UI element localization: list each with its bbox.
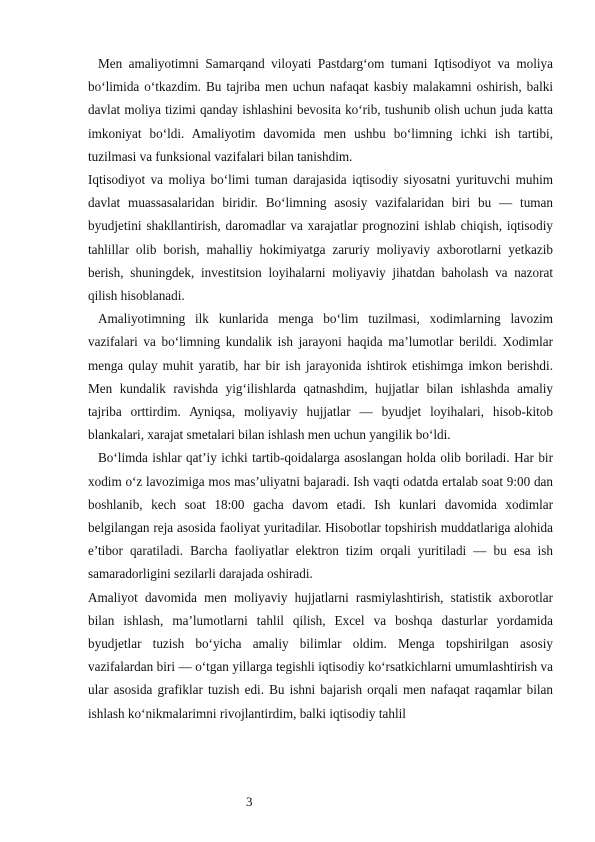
- paragraph-internship-intro: Men amaliyotimni Samarqand viloyati Pastdarg‘om tumani Iqtisodiyot va moliya bo‘limida o‘tkazdim. Bu tajriba men uchun nafaqat kasbiy malakamni oshirish, balki davlat moliya tizimi qanday ishlashini bevosita ko‘rib, tushunib olish uchun juda katta imkoniyat bo‘ldi. Amaliyotim davomida men ushbu bo‘limning ichki ish tartibi, tuzilmasi va funksional vazifalari bilan tanishdim.: [88, 56, 553, 164]
- paragraph-skills-gained: Amaliyot davomida men moliyaviy hujjatlarni rasmiylashtirish, statistik axborotlar bilan ishlash, ma’lumotlarni tahlil qilish, Excel va boshqa dasturlar yordamida byudjetlar tuzish bo‘yicha amaliy bilimlar oldim. Menga topshirilgan asosiy vazifalardan biri — o‘tgan yillarga tegishli iqtisodiy ko‘rsatkichlarni umumlashtirish va ular asosida grafiklar tuzish edi. Bu ishni bajarish orqali men nafaqat raqamlar bilan ishlash ko‘nikmalarimni rivojlantirdim, balki iqtisodiy tahlil: [88, 589, 553, 721]
- page-number: 3: [246, 794, 253, 809]
- paragraph-department-role: Iqtisodiyot va moliya bo‘limi tuman darajasida iqtisodiy siyosatni yurituvchi muhim davlat muassasalaridan biridir. Bo‘limning asosiy vazifalaridan biri bu — tuman byudjetini shakllantirish, daromadlar va xarajatlar prognozini ishlab chiqish, iqtisodiy tahlillar olib borish, mahalliy hokimiyatga zaruriy moliyaviy axborotlarni yetkazib berish, shuningdek, investitsion loyihalarni moliyaviy jihatdan baholash va nazorat qilish hisoblanadi.: [88, 172, 553, 304]
- paragraph-first-days: Amaliyotimning ilk kunlarida menga bo‘lim tuzilmasi, xodimlarning lavozim vazifalari va bo‘limning kundalik ish jarayoni haqida ma’lumotlar berildi. Xodimlar menga qulay muhit yaratib, har bir ish jarayonida ishtirok etishimga imkon berishdi. Men kundalik ravishda yig‘ilishlarda qatnashdim, hujjatlar bilan ishlashda amaliy tajriba orttirdim. Ayniqsa, moliyaviy hujjatlar — byudjet loyihalari, hisob-kitob blankalari, xarajat smetalari bilan ishlash men uchun yangilik bo‘ldi.: [88, 311, 553, 443]
- document-body: [88, 52, 553, 725]
- paragraph-work-rules: Bo‘limda ishlar qat’iy ichki tartib-qoidalarga asoslangan holda olib boriladi. Har bir xodim o‘z lavozimiga mos mas’uliyatni bajaradi. Ish vaqti odatda ertalab soat 9:00 dan boshlanib, kech soat 18:00 gacha davom etadi. Ish kunlari davomida xodimlar belgilangan reja asosida faoliyat yuritadilar. Hisobotlar topshirish muddatlariga alohida e’tibor qaratiladi. Barcha faoliyatlar elektron tizim orqali yuritiladi — bu esa ish samaradorligini sezilarli darajada oshiradi.: [88, 450, 553, 582]
